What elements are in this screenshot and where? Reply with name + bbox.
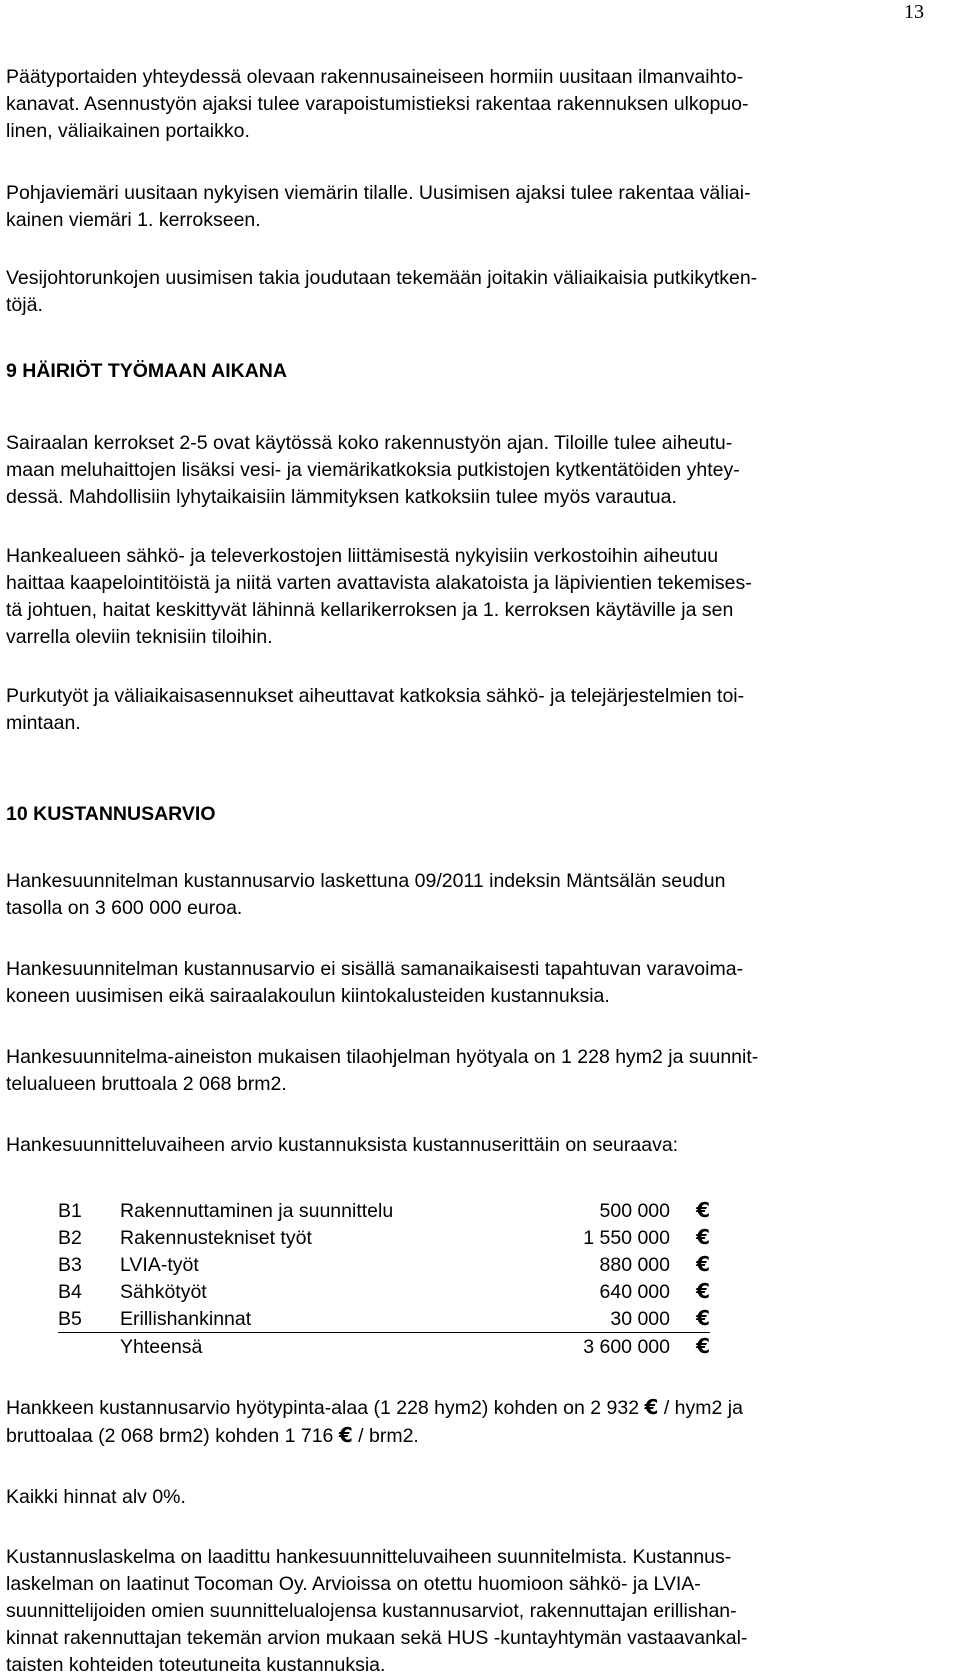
euro-icon: €: [696, 1279, 710, 1303]
cost-breakdown-table: [58, 1197, 710, 1360]
euro-icon: €: [696, 1306, 710, 1330]
paragraph-ventilation: [6, 64, 916, 145]
text-line: kanavat. Asennustyön ajaksi tulee varapoistumistieksi rakentaa rakennuksen ulkopuo-: [6, 93, 749, 115]
text-line: Kaikki hinnat alv 0%.: [6, 1486, 186, 1508]
text-line: töjä.: [6, 294, 43, 316]
cost-label: Sähkötyöt: [120, 1280, 207, 1303]
text-line: Kustannuslaskelma on laadittu hankesuunnitteluvaiheen suunnitelmista. Kustannus-: [6, 1546, 732, 1568]
text-line: suunnittelijoiden omien suunnittelualojensa kustannusarviot, rakennuttajan erillishan-: [6, 1600, 737, 1622]
cost-currency: [670, 1278, 710, 1305]
paragraph-cost-exclusions: [6, 956, 916, 1010]
cost-code: B5: [58, 1305, 120, 1333]
text-line: mintaan.: [6, 712, 81, 734]
paragraph-demolition: [6, 683, 916, 737]
text-line: [6, 1394, 916, 1422]
cost-currency: [670, 1197, 710, 1224]
text-line: Hankesuunnitelman kustannusarvio ei sisällä samanaikaisesti tapahtuvan varavoima-: [6, 958, 744, 980]
text-line: tä johtuen, haitat keskittyvät lähinnä kellarikerroksen ja 1. kerroksen käytäville ja sen: [6, 599, 734, 621]
text-line: laskelman on laatinut Tocoman Oy. Arvioissa on otettu huomioon sähkö- ja LVIA-: [6, 1573, 701, 1595]
paragraph-calculation-source: [6, 1544, 916, 1679]
cost-label: Rakennuttaminen ja suunnittelu: [120, 1199, 394, 1222]
euro-icon: €: [644, 1395, 659, 1419]
paragraph-cost-breakdown-intro: [6, 1132, 916, 1159]
cost-code: B4: [58, 1280, 82, 1303]
cost-amount: 640 000: [599, 1280, 670, 1303]
paragraph-hospital-floors: [6, 430, 916, 511]
text-line: kinnat rakennuttajan tekemän arvion mukaan sekä HUS -kuntayhtymän vastaavankal-: [6, 1627, 748, 1649]
table-row: [58, 1224, 710, 1251]
euro-icon: €: [338, 1423, 353, 1447]
paragraph-water-pipes: [6, 265, 916, 319]
text-line: Päätyportaiden yhteydessä olevaan rakennusaineiseen hormiin uusitaan ilmanvaihto-: [6, 66, 744, 88]
paragraph-vat-note: [6, 1484, 916, 1511]
table-total-row: [58, 1333, 710, 1361]
euro-icon: €: [696, 1225, 710, 1249]
table-row: [58, 1197, 710, 1224]
euro-icon: €: [696, 1252, 710, 1276]
text-fragment: / brm2.: [352, 1425, 419, 1447]
cost-code: B2: [58, 1226, 82, 1249]
paragraph-areas: [6, 1044, 916, 1098]
page-number: 13: [904, 1, 924, 23]
text-line: linen, väliaikainen portaikko.: [6, 120, 250, 142]
text-line: tasolla on 3 600 000 euroa.: [6, 897, 243, 919]
text-line: dessä. Mahdollisiin lyhytaikaisiin lämmityksen katkoksiin tulee myös varautua.: [6, 486, 677, 508]
text-line: Pohjaviemäri uusitaan nykyisen viemärin tilalle. Uusimisen ajaksi tulee rakentaa väliai-: [6, 182, 751, 204]
table-row: [58, 1305, 710, 1333]
euro-icon: €: [696, 1198, 710, 1222]
paragraph-sewer: [6, 180, 916, 234]
cost-amount: 1 550 000: [583, 1226, 670, 1249]
text-line: maan meluhaittojen lisäksi vesi- ja viemärikatkoksia putkistojen kytkentätöiden yhtey-: [6, 459, 740, 481]
table-row: [58, 1278, 710, 1305]
cost-label: Rakennustekniset työt: [120, 1226, 312, 1249]
text-line: Vesijohtorunkojen uusimisen takia joudutaan tekemään joitakin väliaikaisia putkikytken-: [6, 267, 758, 289]
cost-code-empty: [58, 1333, 120, 1361]
text-line: koneen uusimisen eikä sairaalakoulun kiintokalusteiden kustannuksia.: [6, 985, 610, 1007]
section-heading-cost-estimate: 10 KUSTANNUSARVIO: [6, 803, 216, 825]
paragraph-unit-costs: [6, 1394, 916, 1450]
table-row: [58, 1251, 710, 1278]
cost-amount: 880 000: [599, 1253, 670, 1276]
total-currency: [670, 1333, 710, 1361]
cost-amount: 30 000: [445, 1305, 670, 1333]
cost-code: B1: [58, 1199, 82, 1222]
text-line: Hankesuunnitelma-aineiston mukaisen tilaohjelman hyötyala on 1 228 hym2 ja suunnit-: [6, 1046, 759, 1068]
text-line: [6, 1422, 916, 1450]
euro-icon: €: [696, 1334, 710, 1358]
text-fragment: Hankkeen kustannusarvio hyötypinta-alaa (1 228 hym2) kohden on 2 932: [6, 1397, 645, 1419]
document-body: [6, 64, 916, 1679]
text-line: haittaa kaapelointitöistä ja niitä varten avattavista alakatoista ja läpivientien tekemises-: [6, 572, 752, 594]
text-line: varrella oleviin teknisiin tiloihin.: [6, 626, 273, 648]
cost-currency: [670, 1224, 710, 1251]
cost-label: Erillishankinnat: [120, 1305, 445, 1333]
text-line: Sairaalan kerrokset 2-5 ovat käytössä koko rakennustyön ajan. Tiloille tulee aiheutu-: [6, 432, 733, 454]
paragraph-cost-total: [6, 868, 916, 922]
text-line: kainen viemäri 1. kerrokseen.: [6, 209, 261, 231]
total-label: Yhteensä: [120, 1335, 203, 1358]
text-line: Hankesuunnitelman kustannusarvio laskettuna 09/2011 indeksin Mäntsälän seudun: [6, 870, 726, 892]
paragraph-electric-networks: [6, 543, 916, 651]
text-line: taisten kohteiden toteutuneita kustannuksia.: [6, 1654, 386, 1676]
cost-currency: [670, 1305, 710, 1333]
cost-amount: 500 000: [599, 1199, 670, 1222]
text-line: Hankesuunnitteluvaiheen arvio kustannuksista kustannuserittäin on seuraava:: [6, 1134, 679, 1156]
text-line: Hankealueen sähkö- ja televerkostojen liittämisestä nykyisiin verkostoihin aiheutuu: [6, 545, 719, 567]
text-fragment: bruttoalaa (2 068 brm2) kohden 1 716: [6, 1425, 339, 1447]
section-heading-disturbances: 9 HÄIRIÖT TYÖMAAN AIKANA: [6, 360, 287, 382]
cost-label: LVIA-työt: [120, 1253, 199, 1276]
cost-code: B3: [58, 1253, 82, 1276]
total-amount: 3 600 000: [583, 1335, 670, 1358]
text-line: Purkutyöt ja väliaikaisasennukset aiheuttavat katkoksia sähkö- ja telejärjestelmien toi-: [6, 685, 745, 707]
text-fragment: / hym2 ja: [658, 1397, 743, 1419]
text-line: telualueen bruttoala 2 068 brm2.: [6, 1073, 287, 1095]
cost-currency: [670, 1251, 710, 1278]
